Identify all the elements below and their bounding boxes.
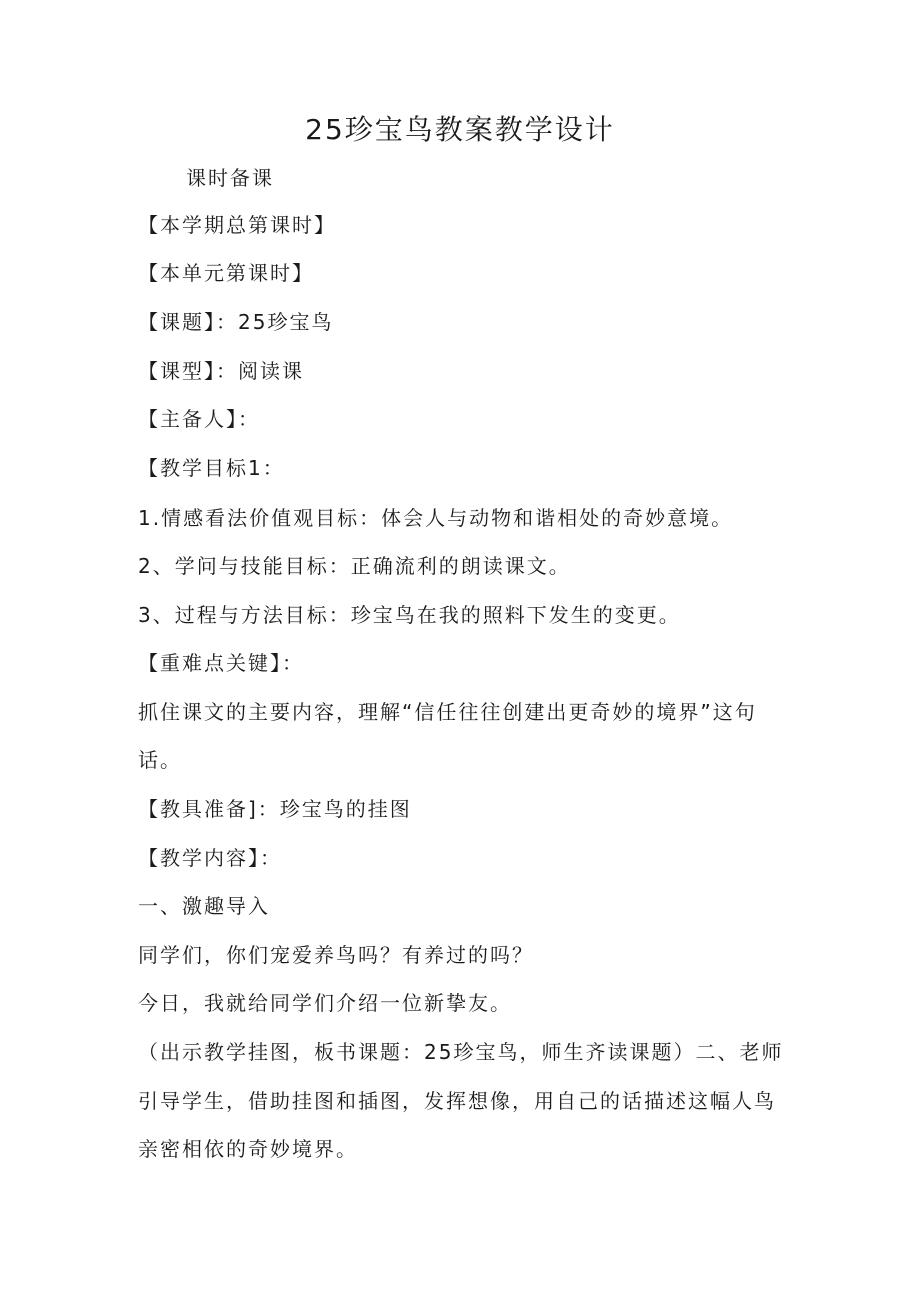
- objective-3: 3、过程与方法目标：珍宝鸟在我的照料下发生的变更。: [138, 603, 681, 627]
- paragraph-line: 今日，我就给同学们介绍一位新挚友。: [138, 991, 512, 1015]
- paragraph-line: 同学们，你们宠爱养鸟吗？有养过的吗？: [138, 943, 534, 967]
- paragraph-line: （出示教学挂图，板书课题：25珍宝鸟，师生齐读课题）二、老师: [138, 1040, 784, 1064]
- semester-period-label: 【本学期总第课时】: [138, 213, 336, 237]
- lesson-type-label: 课时备课: [186, 166, 274, 190]
- paragraph-line: 亲密相依的奇妙境界。: [138, 1137, 358, 1161]
- objective-1: 1.情感看法价值观目标：体会人与动物和谐相处的奇妙意境。: [138, 506, 734, 530]
- unit-period-label: 【本单元第课时】: [138, 261, 314, 285]
- objective-2: 2、学问与技能目标：正确流利的朗读课文。: [138, 554, 571, 578]
- class-type-line: 【课型】：阅读课: [138, 359, 304, 383]
- content-heading: 【教学内容】：: [138, 846, 282, 870]
- objectives-heading: 【教学目标1：: [138, 456, 285, 480]
- document-title: 25珍宝鸟教案教学设计: [305, 113, 615, 146]
- preparer-line: 【主备人】：: [138, 407, 260, 431]
- topic-line: 【课题】：25珍宝鸟: [138, 310, 334, 334]
- section-1-heading: 一、激趣导入: [138, 894, 270, 918]
- key-points-text: 抓住课文的主要内容，理解“信任往往创建出更奇妙的境界”这句: [138, 700, 757, 724]
- key-points-heading: 【重难点关键】：: [138, 651, 304, 675]
- key-points-text-cont: 话。: [138, 748, 182, 772]
- materials-line: 【教具准备]：珍宝鸟的挂图: [138, 797, 412, 821]
- paragraph-line: 引导学生，借助挂图和插图，发挥想像，用自己的话描述这幅人鸟: [138, 1089, 776, 1113]
